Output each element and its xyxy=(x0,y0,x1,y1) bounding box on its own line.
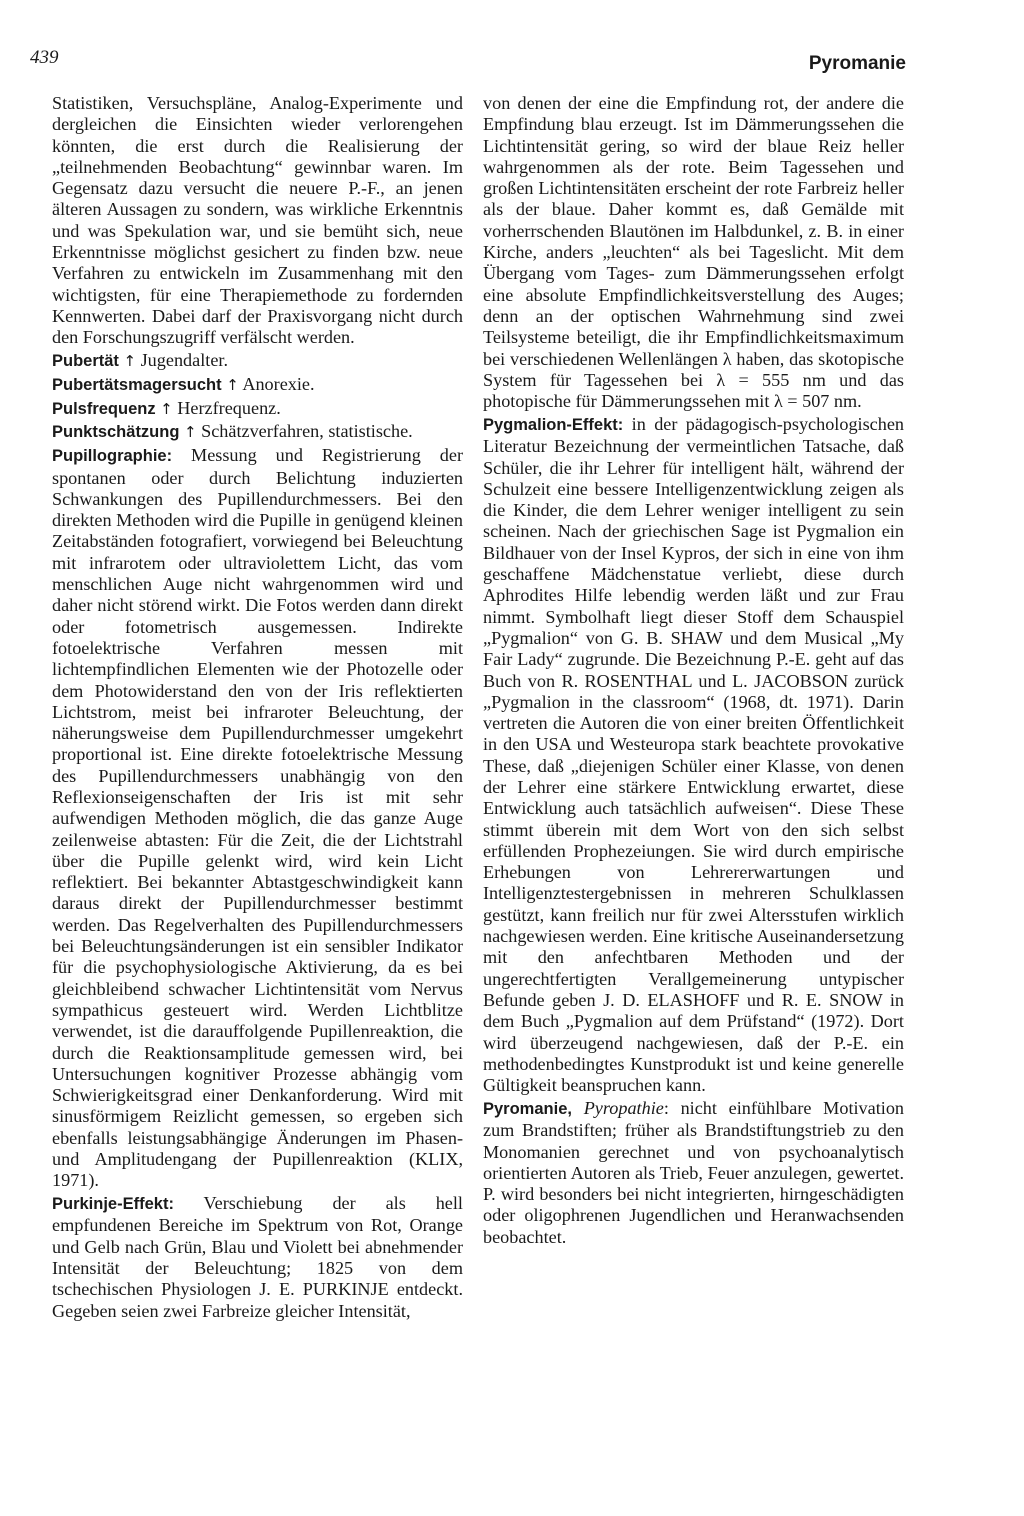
xref-target: Herzfrequenz. xyxy=(177,397,281,418)
entry-term: Pupillographie: xyxy=(52,447,173,466)
purkinje-continuation: von denen der eine die Empfindung rot, der andere die Empfindung blau erzeugt. Ist im Dämmerungssehen die Lichtintensität gering, so wird der blaue Reiz heller wahrgenommen als der rote. Beim Tagessehen und großen Lichtintensitäten erscheint der rote Farbreiz heller als der blaue. Daher kommt es, daß Gemälde mit vorherrschenden Blautönen im Halbdunkel, z. B. in einer Kirche, anders „leuchten“ als bei Tageslicht. Mit dem Übergang vom Tages- zum Dämmerungssehen erfolgt eine absolute Empfindlichkeitsverstellung des Auges; denn an der optischen Wahrnehmung sind zwei Teilsysteme beteiligt, die ihr Empfindlichkeitsmaximum bei verschiedenen Wellenlängen λ haben, das skotopische System für Tagessehen bei λ = 555 nm und das photopische für Dämmerungssehen mit λ = 507 nm. xyxy=(483,93,904,412)
entry-synonym: Pyropathie xyxy=(583,1097,664,1118)
entry-pyromanie xyxy=(483,1098,904,1248)
entry-term: Pyromanie, xyxy=(483,1099,572,1118)
xref-arrow-icon: ↑ xyxy=(226,375,239,394)
xref-arrow-icon: ↑ xyxy=(183,423,197,442)
xref-entry xyxy=(52,374,463,396)
left-column xyxy=(52,93,463,1323)
entry-pygmalion xyxy=(483,414,904,1097)
xref-arrow-icon: ↑ xyxy=(160,399,173,418)
entry-term: Pulsfrequenz xyxy=(52,399,156,418)
entry-term: Pygmalion-Effekt: xyxy=(483,415,624,434)
page-number: 439 xyxy=(30,47,59,68)
xref-entry xyxy=(52,421,463,443)
xref-entry xyxy=(52,398,463,420)
xref-target: Anorexie. xyxy=(242,373,315,394)
entry-text: in der pädagogisch-psychologischen Literatur Bezeichnung der vermeintlichen Tatsache, daß Schüler, die ihr Lehrer für intelligent hält, während der Schulzeit eine bessere Intelligenzentwicklung zeigen als die Kinder, die dem Lehrer weniger intelligent zu sein scheinen. Nach der griechischen Sage ist Pygmalion ein Bildhauer von der Insel Kypros, der sich in eine von ihm geschaffene Mädchenstatue verliebt, diese durch Aphrodites Hilfe lebendig werden läßt und zur Frau nimmt. Symbolhaft liegt dieser Stoff dem Schauspiel „Pygmalion“ von G. B. SHAW und dem Musical „My Fair Lady“ zugrunde. Die Bezeichnung P.-E. geht auf das Buch von R. ROSENTHAL und L. JACOBSON zurück „Pygmalion in the classroom“ (1968, dt. 1971). Darin vertreten die Autoren die von einer breiten Öffentlichkeit in den USA und Westeuropa stark beachtete provokative These, daß „diejenigen Schüler einer Klasse, von denen der Lehrer eine stärkere Entwicklung erwartet, diese Entwicklung auch tatsächlich aufweisen“. Diese These stimmt überein mit dem Wort von den sich selbst erfüllenden Prophezeiungen. Sie wird durch empirische Erhebungen von Lehrererwartungen und Intelligenztestergebnissen in mehreren Schulklassen gestützt, kann freilich nur für zwei Altersstufen wirklich nachgewiesen werden. Eine kritische Auseinandersetzung mit den anfechtbaren Methoden und der ungerechtfertigten Verallgemeinerung untypischer Befunde geben J. D. ELASHOFF und R. E. SNOW in dem Buch „Pygmalion auf dem Prüfstand“ (1972). Dort wird überzeugend nachgewiesen, daß der P.-E. ein methodenbedingtes Kunstprodukt ist und keine generelle Gültigkeit beanspruchen kann. xyxy=(483,413,904,1096)
right-column xyxy=(483,93,904,1250)
entry-term: Pubertät xyxy=(52,352,119,371)
entry-purkinje xyxy=(52,1193,463,1322)
xref-target: Schätzverfahren, statistische. xyxy=(201,421,413,442)
xref-arrow-icon: ↑ xyxy=(123,352,137,371)
entry-text: Messung und Registrierung der spontanen oder durch Belichtung induzierten Schwankungen des Pupillendurchmessers. Bei den direkten Methoden wird die Pupille in genügend kleinen Zeitabständen fotografiert, vorwiegend bei Beleuchtung mit infrarotem oder ultraviolettem Licht, das vom menschlichen Auge nicht wahrgenommen wird und daher nicht störend wirkt. Die Fotos werden dann direkt oder fotometrisch ausgemessen. Indirekte fotoelektrische Verfahren messen mit lichtempfindlichen Elementen wie der Photozelle oder dem Photowiderstand den von der Iris reflektierten Lichtstrom, meist bei infraroter Beleuchtung, der näherungsweise dem Pupillendurchmesser umgekehrt proportional ist. Eine direkte fotoelektrische Messung des Pupillendurchmessers unabhängig von den Reflexionseigenschaften der Iris ist mit sehr aufwendigen Methoden möglich, die das ganze Auge zeilenweise abtasten: Für die Zeit, die der Lichtstrahl über die Pupille gelenkt wird, wird kein Licht reflektiert. Bei bekannter Abtastgeschwindigkeit kann daraus direkt der Pupillendurchmesser bestimmt werden. Das Regelverhalten des Pupillendurchmessers bei Beleuchtungsänderungen ist ein sensibler Indikator für die psychophysiologische Aktivierung, da es bei gleichbleibend schwacher Lichtintensität vom Nervus sympathicus gesteuert wird. Werden Lichtblitze verwendet, ist die darauffolgende Pupillenreaktion, die durch die Reaktionsamplitude gemessen wird, bei Untersuchungen kognitiver Prozesse abhängig vom Schwierigkeitsgrad einer Denkanforderung. Wird mit sinusförmigem Reizlicht gemessen, so ergeben sich ebenfalls leistungsabhängige Änderungen im Phasen- und Amplitudengang der Pupillenreaktion (KLIX, 1971). xyxy=(52,445,464,1191)
entry-term: Punktschätzung xyxy=(52,423,180,442)
entry-term: Purkinje-Effekt: xyxy=(52,1195,174,1214)
intro-paragraph: Statistiken, Versuchspläne, Analog-Experimente und dergleichen die Einsichten wieder verlorengehen könnten, die erst durch die Realisierung der „teilnehmenden Beobachtung“ gewinnbar waren. Im Gegensatz dazu versucht die neuere P.-F., an jenen älteren Aussagen zu sondern, was wirkliche Erkenntnis und was Spekulation war, und sie bemüht sich, neue Erkenntnisse möglichst gesichert zu finden bzw. neue Verfahren zu entwickeln im Zusammenhang mit den wichtigsten, für eine Therapiemethode zu fordernden Kennwerten. Dabei darf der Praxisvorgang nicht durch den Forschungszugriff verfälscht werden. xyxy=(52,93,463,348)
running-head: Pyromanie xyxy=(808,53,906,74)
xref-target: Jugendalter. xyxy=(140,350,228,371)
xref-entry xyxy=(52,350,463,372)
entry-pupillographie xyxy=(52,445,463,1191)
entry-text: : nicht einfühlbare Motivation zum Brandstiften; früher als Brandstiftungstrieb zu den Monomanien gerechnet und von psychoanalytisch orientierten Autoren als Trieb, Feuer anzulegen, gewertet. P. wird besonders bei nicht integrierten, hirngeschädigten oder oligophrenen Jugendlichen und Heranwachsenden beobachtet. xyxy=(483,1097,905,1247)
entry-text: Verschiebung der als hell empfundenen Bereiche im Spektrum von Rot, Orange und Gelb nach Grün, Blau und Violett bei abnehmender Intensität der Beleuchtung; 1825 von dem tschechischen Physiologen J. E. PURKINJE entdeckt. Gegeben seien zwei Farbreize gleicher Intensität, xyxy=(52,1193,463,1321)
entry-term: Pubertätsmagersucht xyxy=(52,375,222,394)
